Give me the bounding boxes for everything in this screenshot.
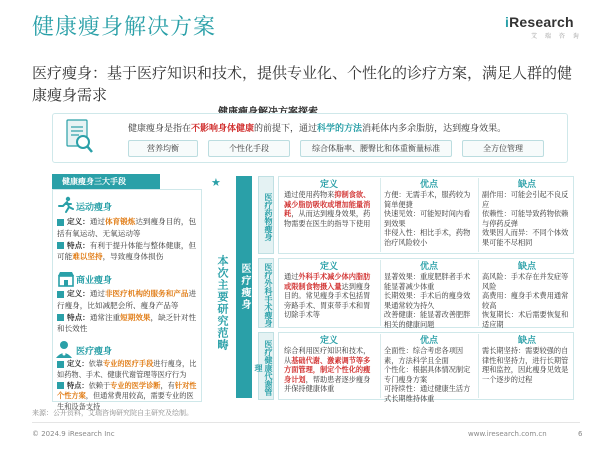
list-item: 高风险：手术存在并发症等风险: [482, 272, 569, 291]
definition-highlight-red: 不影响身体健康: [191, 124, 255, 134]
list-item: 恢复期长：术后需要恢复和适应期: [482, 310, 569, 329]
cell-cons: [482, 190, 572, 248]
col-header-pros: 优点: [419, 180, 438, 190]
label: 特点：: [67, 240, 90, 250]
highlight: 抑制食欲、减少脂肪吸收或增加能量消耗: [284, 190, 371, 219]
list-item: 高费用：瘦身手术费用通常较高: [482, 291, 569, 310]
doctor-icon: [52, 340, 76, 358]
left-panel-header: 健康瘦身三大手段: [52, 174, 160, 189]
col-header-cons: 缺点: [517, 180, 536, 190]
list-item: 快速见效：可能短时间内看到效果: [384, 209, 471, 228]
text: 达到瘦身目的。常见瘦身手术包括胃旁路手术、胃束带手术和胃切除手术等: [284, 281, 371, 320]
definition-pre: 健康瘦身是指在: [128, 124, 192, 134]
divider: [380, 260, 381, 326]
highlight: 基础代谢、激素调节等多方面管理，制定个性化的瘦身计划: [284, 355, 371, 384]
highlight: 短期效果: [120, 312, 151, 322]
col-header-pros: 优点: [419, 336, 438, 346]
research-scope-label: 本次主要研究范畴: [216, 255, 229, 351]
section-title-sport: 运动瘦身: [76, 203, 113, 213]
text: ，导致瘦身体损伤: [102, 252, 164, 262]
iresearch-logo: [505, 14, 585, 48]
list-item: 可持续性：通过健康生活方式长期维持体重: [384, 384, 471, 403]
text: ，从而达到瘦身效果，药物需要在医生的指导下使用: [284, 209, 371, 228]
highlight: 体育锻炼: [104, 217, 136, 226]
list-item: 非侵入性：相比手术，药物治疗风险较小: [384, 228, 471, 247]
divider: [380, 178, 381, 252]
pill-nutrition: 营养均衡: [128, 140, 198, 157]
highlight: 难以坚持: [72, 252, 103, 262]
label: 特点：: [67, 312, 90, 322]
col-header-definition: 定义: [319, 180, 338, 190]
section-body-sport: [57, 216, 197, 263]
logo-brand-rest: Research: [509, 14, 574, 30]
label: 定义：: [67, 359, 89, 368]
text: ，缺乏针对性和长效性: [57, 312, 197, 334]
definition-text: [128, 121, 506, 134]
col-header-cons: 缺点: [517, 262, 536, 272]
highlight: 针对性个性方案: [57, 380, 197, 401]
text: 通常注重: [89, 312, 121, 322]
label: 定义：: [67, 289, 90, 298]
definition-highlight-teal: 科学的方法: [317, 124, 363, 134]
document-icon: [64, 117, 94, 157]
divider: [478, 334, 479, 398]
page-title: 健康瘦身解决方案: [32, 15, 217, 40]
list-item: 依赖性：可能导致药物依赖与停药反弹: [482, 209, 569, 228]
star-icon: ★: [211, 176, 221, 189]
footer-divider: [32, 422, 580, 423]
text: 通过: [284, 272, 299, 281]
source-note: 来源：公开资料，艾瑞咨询研究院自主研究及绘制。: [32, 409, 193, 417]
list-item: 需长期坚持：需要较强的自律性和坚持力，进行长期管理和监控，因此瘦身见效是一个逐步的过程: [482, 346, 569, 384]
text: 进行瘦身，比如减肥会所、瘦身产品等: [57, 289, 197, 310]
list-item: 副作用：可能会引起不良反应: [482, 190, 569, 209]
list-item: 个性化：根据具体情况制定专门瘦身方案: [384, 365, 471, 384]
text: ，帮助患者逐步瘦身并保持健康体重: [284, 374, 371, 394]
cell-pros: [384, 190, 476, 248]
logo-brand-prefix: i: [505, 14, 510, 30]
text: 综合利用医疗知识和技术，从: [284, 346, 371, 365]
medical-slimming-bar: 医疗瘦身: [236, 176, 252, 398]
section-title-commercial: 商业瘦身: [76, 276, 113, 286]
cell-definition: [284, 346, 376, 394]
list-item: 长期效果：手术后的瘦身效果通常较为持久: [384, 291, 471, 310]
cell-definition: [284, 272, 376, 320]
pill-standards: 综合体脂率、腰臀比和体重衡量标准: [300, 140, 452, 157]
pill-management: 全方位管理: [462, 140, 544, 157]
section-body-medical: [57, 359, 199, 413]
cell-cons: [482, 272, 572, 330]
col-header-definition: 定义: [319, 336, 338, 346]
highlight: 非医疗机构的服务和产品: [104, 289, 189, 298]
text: 进行瘦身，比如药物、手术、健康代谢管理等医疗行为: [57, 359, 197, 379]
highlight: 专业的医疗手段: [102, 359, 154, 368]
text: 通过: [89, 289, 105, 298]
text: 有利于提升体能与整体健康，但可能: [57, 240, 197, 262]
list-item: 全面性：综合考虑各项因素，方法科学且全面: [384, 346, 464, 365]
cell-pros: [384, 346, 476, 404]
text: 达到瘦身目的，包括有氧运动、无氧运动等: [57, 217, 197, 238]
list-item: 效果因人而异：不同个体效果可能不尽相同: [482, 228, 569, 247]
lead-text: 医疗瘦身：基于医疗知识和技术，提供专业化、个性化的诊疗方案，满足人群的健康瘦身需求: [32, 64, 573, 104]
row-label-surgery: 医疗外科手术瘦身: [258, 258, 274, 328]
label: 定义：: [67, 217, 90, 226]
text: 通过: [89, 217, 105, 226]
divider: [478, 178, 479, 252]
col-header-cons: 缺点: [517, 336, 536, 346]
col-header-pros: 优点: [419, 262, 438, 272]
pill-personalized: 个性化手段: [208, 140, 290, 157]
list-item: 改善健康：能显著改善肥胖相关的健康问题: [384, 310, 471, 329]
highlight: 外科手术减少体内脂肪或限制食物摄入量: [284, 272, 371, 291]
highlight: 专业的医学诊断: [110, 380, 161, 390]
row-label-drug: 医疗药物瘦身: [258, 176, 274, 254]
definition-post: 消耗体内多余脂肪，达到瘦身效果。: [362, 124, 507, 134]
logo-subtitle: 艾 瑞 咨 询: [531, 33, 582, 40]
col-header-definition: 定义: [319, 262, 338, 272]
text: ，有: [160, 380, 175, 390]
divider: [380, 334, 381, 398]
section-title-medical: 医疗瘦身: [76, 347, 113, 357]
cell-cons: [482, 346, 572, 384]
text: 依赖于: [88, 380, 111, 390]
cell-definition: [284, 190, 376, 228]
label: 特点：: [67, 380, 89, 390]
definition-mid: 的前提下，通过: [254, 124, 318, 134]
cell-pros: [384, 272, 476, 330]
page-number: 6: [578, 430, 583, 438]
text: 通过使用药物来: [284, 190, 335, 199]
text: 依靠: [88, 359, 103, 368]
website-link[interactable]: www.iresearch.com.cn: [468, 430, 547, 438]
list-item: 显著效果：重度肥胖者手术能显著减少体重: [384, 272, 471, 291]
row-label-metabolic: 医疗健康代谢管理: [258, 332, 274, 400]
copyright: © 2024.9 iResearch Inc: [32, 430, 115, 438]
section-body-commercial: [57, 288, 197, 335]
list-item: 方便：无需手术，服药较为简单便捷: [384, 190, 471, 209]
divider: [478, 260, 479, 326]
text: ，但通常费用较高，需要专业的医生和设备支持: [57, 391, 194, 412]
